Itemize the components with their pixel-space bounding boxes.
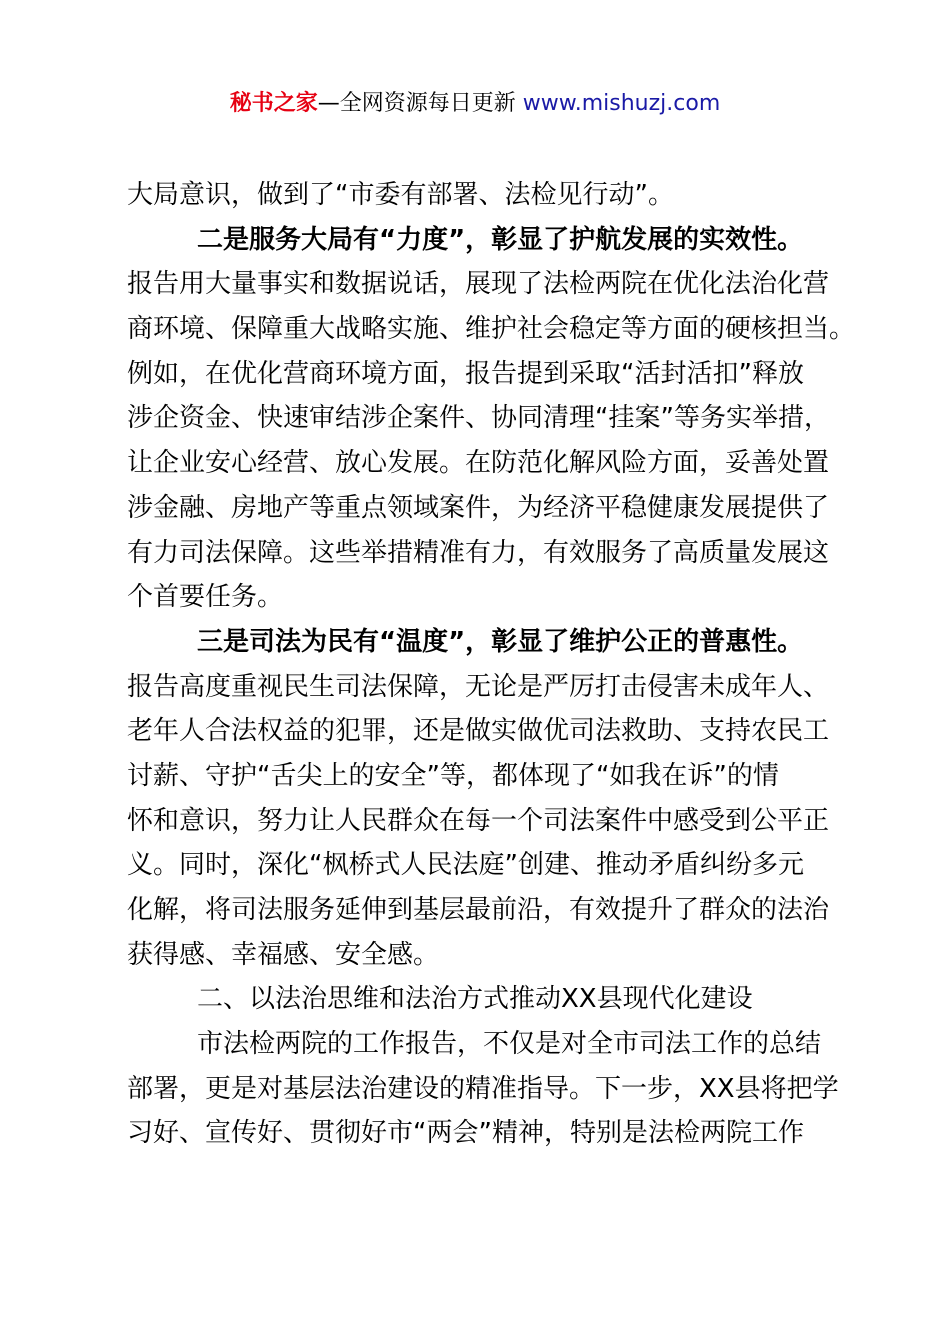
section-heading: 二是服务大局有“力度”，彰显了护航发展的实效性。 bbox=[197, 224, 804, 255]
paragraph-line: 例如，在优化营商环境方面，报告提到采取“活封活扣”释放 bbox=[127, 358, 804, 389]
paragraph-line: 商环境、保障重大战略实施、维护社会稳定等方面的硬核担当。 bbox=[127, 314, 856, 345]
paragraph-line: 部署，更是对基层法治建设的精准指导。下一步，XX县将把学 bbox=[127, 1073, 839, 1104]
paragraph-line: 报告高度重视民生司法保障，无论是严厉打击侵害未成年人、 bbox=[127, 671, 830, 702]
header-tagline: —全网资源每日更新 bbox=[317, 91, 523, 116]
paragraph-line: 义。同时，深化“枫桥式人民法庭”创建、推动矛盾纠纷多元 bbox=[127, 850, 804, 881]
paragraph-line: 习好、宣传好、贯彻好市“两会”精神，特别是法检两院工作 bbox=[127, 1118, 804, 1149]
paragraph-line: 获得感、幸福感、安全感。 bbox=[127, 939, 440, 970]
header-url-link[interactable]: www.mishuzj.com bbox=[522, 91, 721, 116]
paragraph-line: 有力司法保障。这些举措精准有力，有效服务了高质量发展这 bbox=[127, 537, 830, 568]
document-body bbox=[127, 173, 856, 1156]
paragraph-line: 老年人合法权益的犯罪，还是做实做优司法救助、支持农民工 bbox=[127, 716, 830, 747]
section-heading: 三是司法为民有“温度”，彰显了维护公正的普惠性。 bbox=[197, 626, 804, 657]
paragraph-line: 个首要任务。 bbox=[127, 582, 284, 613]
header-brand: 秘书之家 bbox=[229, 91, 318, 116]
page-header bbox=[0, 88, 950, 120]
paragraph-line: 怀和意识，努力让人民群众在每一个司法案件中感受到公平正 bbox=[127, 805, 830, 836]
paragraph-line: 讨薪、守护“舌尖上的安全”等，都体现了“如我在诉”的情 bbox=[127, 760, 779, 791]
chapter-heading: 二、以法治思维和法治方式推动XX县现代化建设 bbox=[197, 984, 753, 1015]
paragraph-line: 涉金融、房地产等重点领域案件，为经济平稳健康发展提供了 bbox=[127, 492, 830, 523]
paragraph-line: 化解，将司法服务延伸到基层最前沿，有效提升了群众的法治 bbox=[127, 895, 830, 925]
paragraph-line: 让企业安心经营、放心发展。在防范化解风险方面，妥善处置 bbox=[127, 448, 830, 479]
paragraph-line: 大局意识，做到了“市委有部署、法检见行动”。 bbox=[127, 180, 674, 210]
paragraph-line: 报告用大量事实和数据说话，展现了法检两院在优化法治化营 bbox=[127, 269, 830, 300]
paragraph-line: 市法检两院的工作报告，不仅是对全市司法工作的总结 bbox=[197, 1029, 822, 1060]
paragraph-line: 涉企资金、快速审结涉企案件、协同清理“挂案”等务实举措， bbox=[127, 403, 830, 434]
